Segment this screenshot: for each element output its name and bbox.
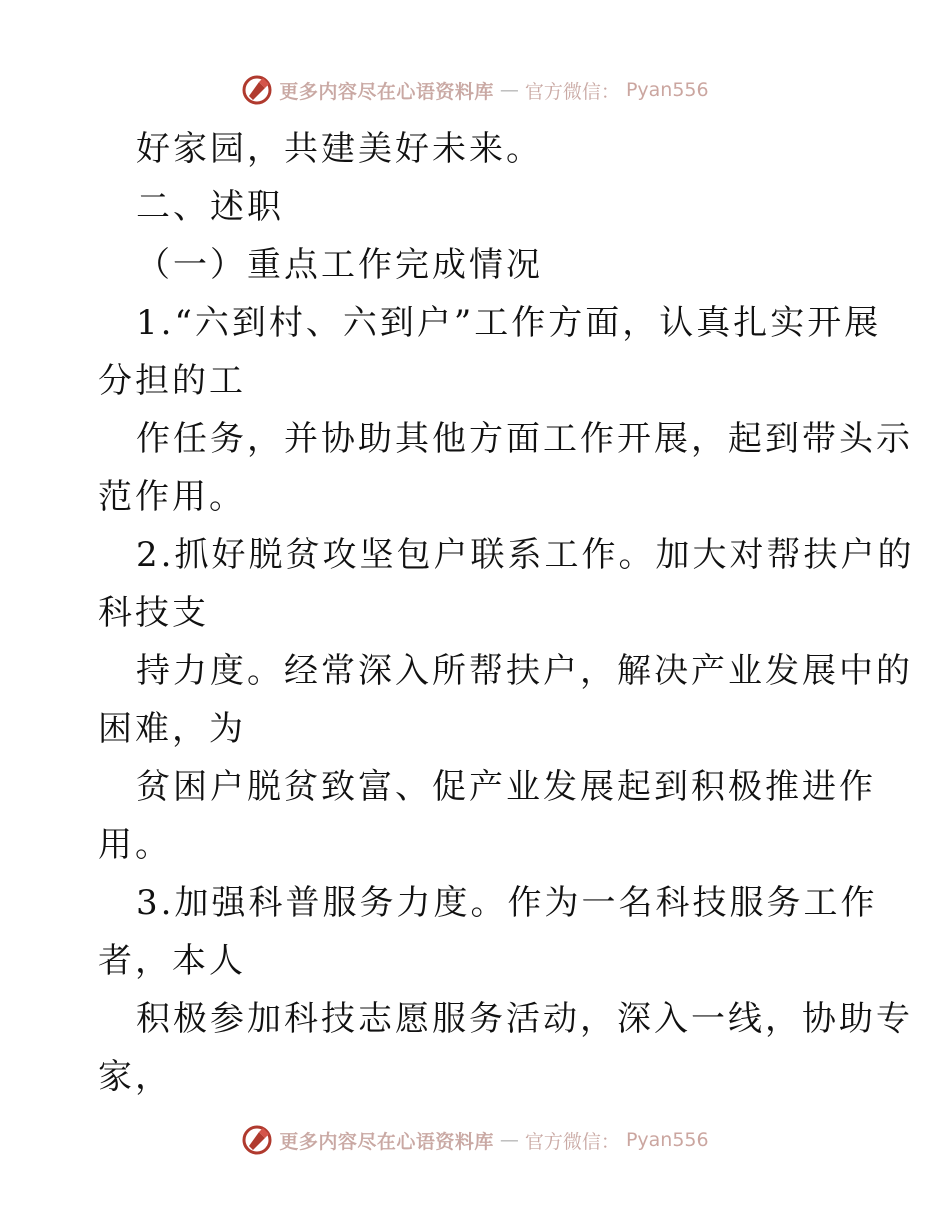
body-line: 者，本人 bbox=[98, 941, 246, 981]
watermark-wechat-id: Pyan556 bbox=[625, 1129, 709, 1151]
header-watermark bbox=[0, 70, 950, 110]
subsection-heading: （一）重点工作完成情况 bbox=[136, 245, 543, 285]
body-line: 贫困户脱贫致富、促产业发展起到积极推进作 bbox=[136, 767, 876, 807]
body-line: 家， bbox=[98, 1057, 172, 1097]
body-line: 作任务，并协助其他方面工作开展，起到带头示 bbox=[136, 419, 913, 459]
section-heading: 二、述职 bbox=[136, 187, 284, 227]
body-line: 好家园，共建美好未来。 bbox=[136, 129, 543, 169]
watermark-wechat-id: Pyan556 bbox=[625, 79, 709, 101]
body-line: 困难，为 bbox=[98, 709, 246, 749]
watermark-wechat-label: 官方微信： bbox=[524, 1130, 620, 1153]
body-line: 范作用。 bbox=[98, 477, 246, 517]
body-line: 2.抓好脱贫攻坚包户联系工作。加大对帮扶户的 bbox=[136, 535, 915, 575]
body-line: 持力度。经常深入所帮扶户，解决产业发展中的 bbox=[136, 651, 913, 691]
body-line: 1.“六到村、六到户”工作方面，认真扎实开展 bbox=[136, 303, 882, 343]
body-line: 积极参加科技志愿服务活动，深入一线，协助专 bbox=[136, 999, 913, 1039]
body-line: 3.加强科普服务力度。作为一名科技服务工作 bbox=[136, 883, 878, 923]
ribbon-logo-icon bbox=[241, 1124, 273, 1156]
watermark-dash: — bbox=[499, 1129, 519, 1151]
ribbon-logo-icon bbox=[241, 74, 273, 106]
watermark-wechat-label: 官方微信： bbox=[524, 80, 620, 103]
document-body bbox=[98, 120, 915, 1106]
body-line: 科技支 bbox=[98, 593, 209, 633]
body-line: 分担的工 bbox=[98, 361, 246, 401]
body-line: 用。 bbox=[98, 825, 172, 865]
footer-watermark bbox=[0, 1120, 950, 1160]
watermark-text: 更多内容尽在心语资料库 bbox=[279, 1130, 494, 1153]
watermark-dash: — bbox=[499, 79, 519, 101]
watermark-text: 更多内容尽在心语资料库 bbox=[279, 80, 494, 103]
